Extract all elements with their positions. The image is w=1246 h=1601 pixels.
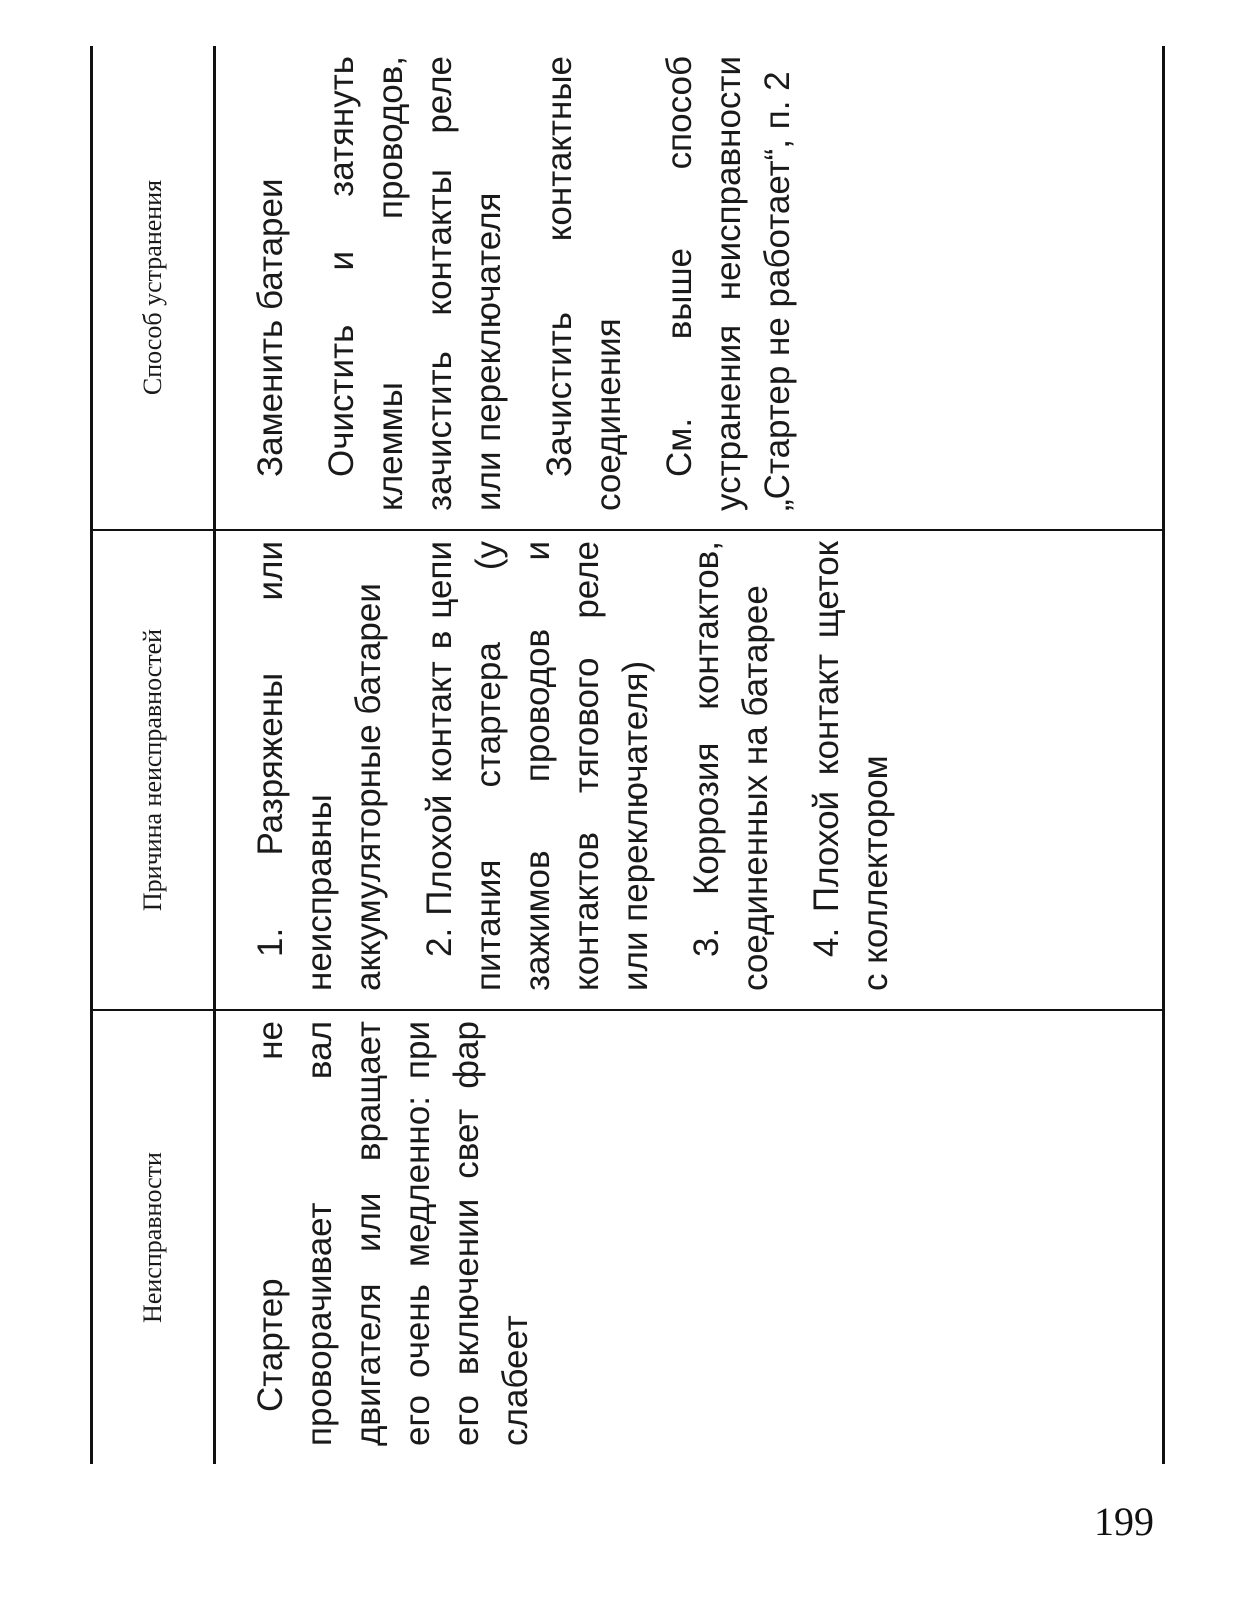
cause-cell [215,530,1164,1010]
remedy-cell [215,46,1164,530]
cause-item-3: 3. Коррозия контактов, соединенных на батарее [687,541,775,991]
remedy-item-2: Очистить и затянуть клеммы проводов, зачистить контакты реле или переключателя [322,56,508,511]
header-cause: Причина неисправностей [92,530,215,1010]
remedy-item-3: Зачистить контактные соединения [540,56,628,511]
header-remedy: Способ устранения [92,46,215,530]
fault-cell [215,1010,1164,1464]
page-number: 199 [1094,1499,1154,1544]
cause-item-4: 4. Плохой контакт щеток с коллектором [807,541,895,991]
cause-item-1: 1. Разряжены или неисправны аккумуляторные батареи [251,541,388,991]
rotated-table-wrapper [90,46,1165,1464]
table-header-row [92,46,215,1464]
fault-text: Стартер не проворачивает вал двигателя или вращает его очень медленно: при его включении свет фар слабеет [251,1021,535,1446]
remedy-item-1: Заменить батареи [251,178,290,477]
cause-item-2: 2. Плохой контакт в цепи питания стартера (у зажимов проводов и контактов тягового реле или переключателя) [420,541,655,991]
table-row [215,46,1164,1464]
fault-table [90,46,1165,1464]
remedy-item-4: См. выше способ устранения неисправности „Стартер не работает“, п. 2 [660,56,797,511]
header-faults: Неисправности [92,1010,215,1464]
